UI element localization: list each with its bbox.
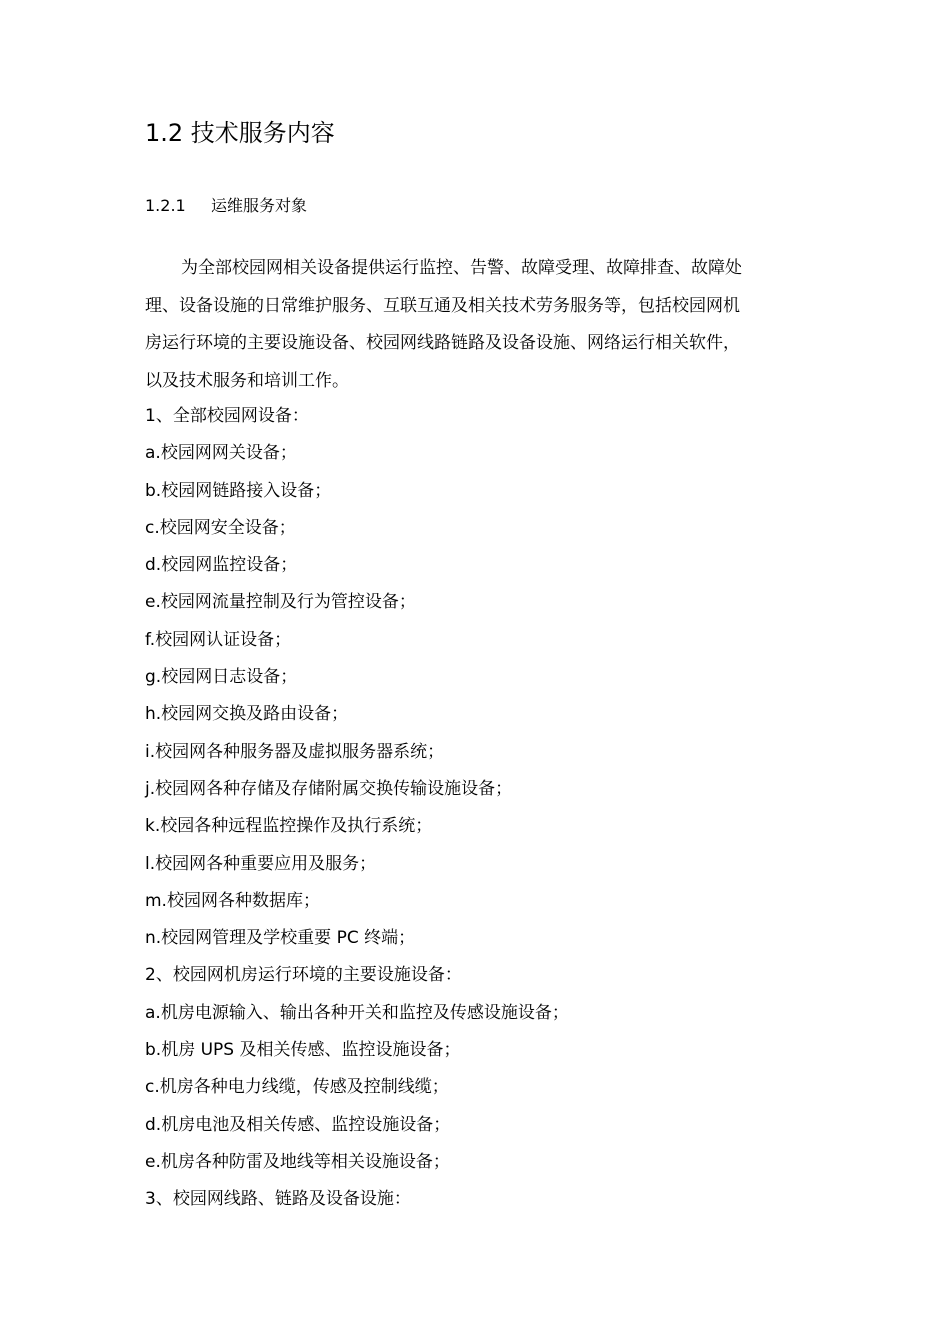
list-item: k.校园各种远程监控操作及执行系统； <box>145 816 433 837</box>
list-item: a.校园网网关设备； <box>145 443 297 464</box>
paragraph-line: 以及技术服务和培训工作。 <box>145 370 349 391</box>
list-item: b.校园网链路接入设备； <box>145 480 332 501</box>
list-item: m.校园网各种数据库； <box>145 890 320 911</box>
list-item: g.校园网日志设备； <box>145 667 298 688</box>
list-item: l.校园网各种重要应用及服务； <box>145 853 377 874</box>
list-item: d.机房电池及相关传感、监控设施设备； <box>145 1114 451 1135</box>
list-item: j.校园网各种存储及存储附属交换传输设施设备； <box>145 778 513 799</box>
list-item: 2、校园网机房运行环境的主要设施设备： <box>145 965 462 986</box>
paragraph-line: 理、设备设施的日常维护服务、互联互通及相关技术劳务服务等，包括校园网机 <box>145 295 740 316</box>
list-item: 3、校园网线路、链路及设备设施： <box>145 1189 411 1210</box>
list-item: a.机房电源输入、输出各种开关和监控及传感设施设备； <box>145 1002 569 1023</box>
list-item: c.校园网安全设备； <box>145 517 296 538</box>
subsection-title: 运维服务对象 <box>211 196 308 215</box>
list-item: b.机房 UPS 及相关传感、监控设施设备； <box>145 1040 461 1061</box>
section-heading: 1.2 技术服务内容 <box>145 119 335 147</box>
list-item: i.校园网各种服务器及虚拟服务器系统； <box>145 741 445 762</box>
paragraph-line: 房运行环境的主要设施设备、校园网线路链路及设备设施、网络运行相关软件， <box>145 333 740 353</box>
list-item: d.校园网监控设备； <box>145 555 298 576</box>
list-item: 1、全部校园网设备： <box>145 406 309 426</box>
list-item: n.校园网管理及学校重要 PC 终端； <box>145 928 416 949</box>
list-item: e.校园网流量控制及行为管控设备； <box>145 592 416 613</box>
list-item: c.机房各种电力线缆，传感及控制线缆； <box>145 1077 449 1098</box>
subsection-heading <box>145 192 307 220</box>
service-object-list <box>145 398 569 1219</box>
list-item: f.校园网认证设备； <box>145 629 292 650</box>
subsection-number: 1.2.1 <box>145 196 186 215</box>
paragraph-line: 为全部校园网相关设备提供运行监控、告警、故障受理、故障排查、故障处 <box>181 258 742 278</box>
list-item: h.校园网交换及路由设备； <box>145 704 349 725</box>
list-item: e.机房各种防雷及地线等相关设施设备； <box>145 1151 450 1172</box>
intro-paragraph <box>145 250 813 400</box>
